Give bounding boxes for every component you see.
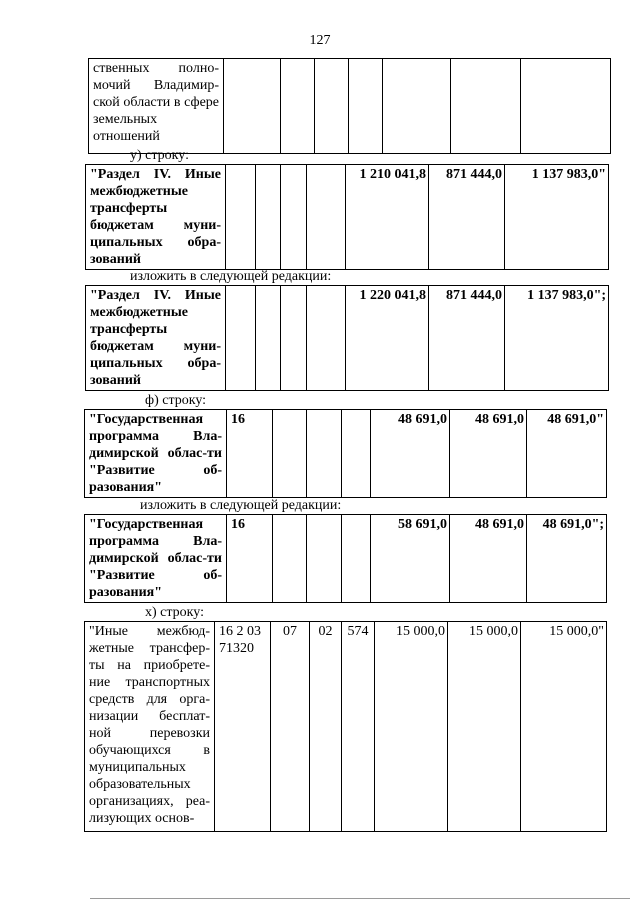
instruction-edit-1: изложить в следующей редакции: xyxy=(130,269,332,284)
table-education-program-old xyxy=(84,409,607,498)
subsection-cell xyxy=(281,286,307,391)
value-2019-cell: 871 444,0 xyxy=(429,165,505,270)
code-cell xyxy=(226,286,256,391)
section-cell xyxy=(273,515,307,603)
table-section-iv-new xyxy=(85,285,609,391)
value-2019-cell: 15 000,0 xyxy=(448,622,521,832)
type-cell xyxy=(307,286,346,391)
instruction-f: ф) строку: xyxy=(145,393,207,408)
table-row xyxy=(86,165,609,270)
type-cell xyxy=(349,59,383,154)
section-cell xyxy=(256,286,281,391)
table-transport-transfers xyxy=(84,621,607,832)
subsection-cell: 02 xyxy=(310,622,342,832)
value-2018-cell: 48 691,0 xyxy=(371,410,450,498)
table-education-program-new xyxy=(84,514,607,603)
instruction-y: у) строку: xyxy=(130,148,189,163)
value-2020-cell: 48 691,0"; xyxy=(527,515,607,603)
value-2018-cell: 15 000,0 xyxy=(375,622,448,832)
value-2020-cell: 1 137 983,0"; xyxy=(505,286,609,391)
section-cell xyxy=(256,165,281,270)
value-2019-cell xyxy=(451,59,521,154)
value-2020-cell: 48 691,0" xyxy=(527,410,607,498)
scan-edge-line xyxy=(90,898,630,899)
type-cell xyxy=(342,410,371,498)
table-row xyxy=(86,286,609,391)
type-cell: 574 xyxy=(342,622,375,832)
value-2019-cell: 871 444,0 xyxy=(429,286,505,391)
code-cell: 16 2 03 71320 xyxy=(215,622,271,832)
code-cell: 16 xyxy=(227,515,273,603)
table-section-iv-old xyxy=(85,164,609,270)
name-cell: "Иные межбюд-жетные трансфер-ты на приобрете-ние транспортных средств для орга-низации бесплат-ной перевозки обучающихся в муниципальных образовательных организациях, реа-лизующих основ- xyxy=(85,622,215,832)
name-cell: "Государственная программа Вла-димирской облас-ти "Развитие об-разования" xyxy=(85,515,227,603)
value-2018-cell xyxy=(383,59,451,154)
value-2020-cell: 1 137 983,0" xyxy=(505,165,609,270)
name-cell: ственных полно-мочий Владимир-ской области в сфере земельных отношений xyxy=(89,59,224,154)
section-cell: 07 xyxy=(271,622,310,832)
value-2019-cell: 48 691,0 xyxy=(450,515,527,603)
code-cell xyxy=(226,165,256,270)
code-cell xyxy=(224,59,281,154)
type-cell xyxy=(307,165,346,270)
table-row xyxy=(85,515,607,603)
code-cell: 16 xyxy=(227,410,273,498)
value-2018-cell: 58 691,0 xyxy=(371,515,450,603)
subsection-cell xyxy=(315,59,349,154)
table-row xyxy=(85,622,607,832)
subsection-cell xyxy=(307,515,342,603)
name-cell: "Раздел IV. Иные межбюджетные трансферты бюджетам муни-ципальных обра-зований xyxy=(86,286,226,391)
value-2020-cell xyxy=(521,59,611,154)
subsection-cell xyxy=(307,410,342,498)
value-2020-cell: 15 000,0" xyxy=(521,622,607,832)
page-number: 127 xyxy=(309,33,331,48)
subsection-cell xyxy=(281,165,307,270)
section-cell xyxy=(281,59,315,154)
table-row xyxy=(85,410,607,498)
instruction-x: х) строку: xyxy=(145,605,204,620)
value-2019-cell: 48 691,0 xyxy=(450,410,527,498)
table-row xyxy=(89,59,611,154)
value-2018-cell: 1 210 041,8 xyxy=(346,165,429,270)
value-2018-cell: 1 220 041,8 xyxy=(346,286,429,391)
name-cell: "Государственная программа Вла-димирской облас-ти "Развитие об-разования" xyxy=(85,410,227,498)
type-cell xyxy=(342,515,371,603)
name-cell: "Раздел IV. Иные межбюджетные трансферты бюджетам муни-ципальных обра-зований xyxy=(86,165,226,270)
instruction-edit-2: изложить в следующей редакции: xyxy=(140,498,342,513)
section-cell xyxy=(273,410,307,498)
table-continuation xyxy=(88,58,611,154)
